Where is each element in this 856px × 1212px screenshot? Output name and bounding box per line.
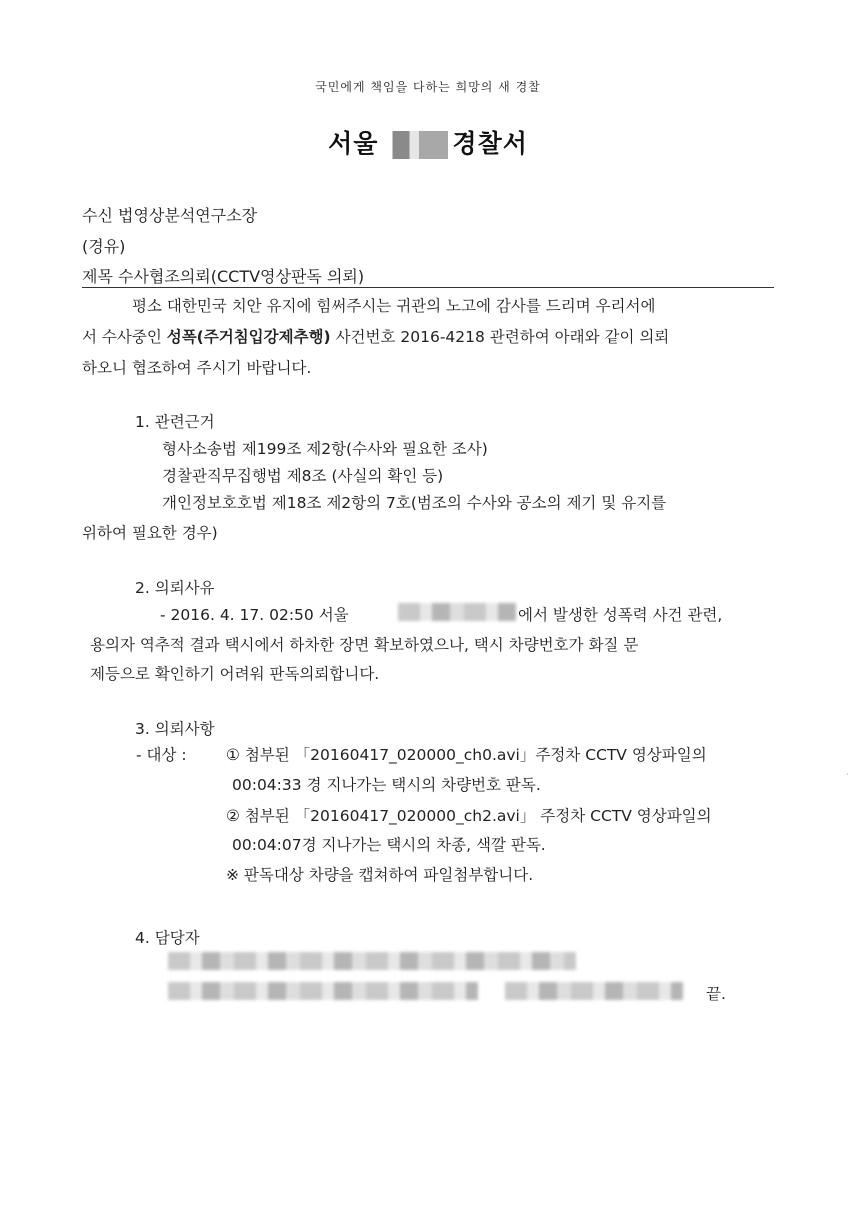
recipient-line: 수신 법영상분석연구소장	[82, 206, 258, 225]
intro-line-1: 평소 대한민국 치안 유지에 힘써주시는 귀관의 노고에 감사를 드리며 우리서에	[132, 297, 656, 315]
slogan: 국민에게 책임을 다하는 희망의 새 경찰	[315, 80, 541, 94]
intro-line-3: 하오니 협조하여 주시기 바랍니다.	[82, 359, 312, 377]
section1-item-3-cont: 위하여 필요한 경우)	[82, 524, 218, 542]
intro-line-2-post: 사건번호 2016-4218 관련하여 아래와 같이 의뢰	[330, 328, 670, 346]
section2-line-2: 용의자 역추적 결과 택시에서 하차한 장면 확보하였으나, 택시 차량번호가 화질 문	[90, 636, 639, 654]
header-divider	[82, 287, 774, 288]
attachment-note: ※ 판독대상 차량을 캡쳐하여 파일첨부합니다.	[226, 866, 534, 884]
intro-line-2	[82, 325, 669, 347]
redacted-station-name	[382, 131, 448, 159]
intro-line-2-pre: 서 수사중인	[82, 328, 167, 346]
target-item-1b: 00:04:33 경 지나가는 택시의 차량번호 판독.	[232, 776, 541, 794]
section4-heading: 4. 담당자	[135, 929, 200, 947]
title-prefix: 서울	[328, 129, 379, 158]
end-mark: 끝.	[706, 985, 726, 1003]
target-item-2a: ② 첨부된 「20160417_020000_ch2.avi」 주정차 CCTV 영상파일의	[226, 807, 712, 825]
redacted-location	[398, 603, 516, 621]
case-charge: 성폭(주거침입강제추행)	[166, 328, 331, 346]
section2-line-1-pre: - 2016. 4. 17. 02:50 서울	[160, 606, 349, 624]
target-item-2b: 00:04:07경 지나가는 택시의 차종, 색깔 판독.	[232, 836, 546, 854]
section3-heading: 3. 의뢰사항	[135, 720, 215, 738]
section1-item-2: 경찰관직무집행법 제8조 (사실의 확인 등)	[162, 467, 444, 485]
document-title	[0, 124, 856, 160]
section1-item-1: 형사소송법 제199조 제2항(수사와 필요한 조사)	[162, 440, 488, 458]
section1-heading: 1. 관련근거	[135, 413, 215, 431]
section2-line-3: 제등으로 확인하기 어려워 판독의뢰합니다.	[90, 665, 380, 683]
target-label: - 대상 :	[136, 746, 187, 764]
section2-heading: 2. 의뢰사유	[135, 579, 215, 597]
redacted-contact-line-1	[168, 952, 576, 970]
via-line: (경유)	[82, 237, 126, 256]
redacted-contact-line-2a	[168, 982, 478, 1000]
section2-line-1-post: 에서 발생한 성폭력 사건 관련,	[518, 606, 723, 624]
subject-line: 제목 수사협조의뢰(CCTV영상판독 의뢰)	[82, 267, 365, 286]
section1-item-3: 개인정보호호법 제18조 제2항의 7호(범조의 수사와 공소의 제기 및 유지를	[162, 494, 667, 512]
target-item-1a: ① 첨부된 「20160417_020000_ch0.avi」주정차 CCTV 영상파일의	[226, 746, 707, 764]
title-suffix: 경찰서	[452, 129, 528, 158]
redacted-contact-line-2b	[505, 982, 683, 1000]
scan-speck: ·	[846, 770, 849, 779]
